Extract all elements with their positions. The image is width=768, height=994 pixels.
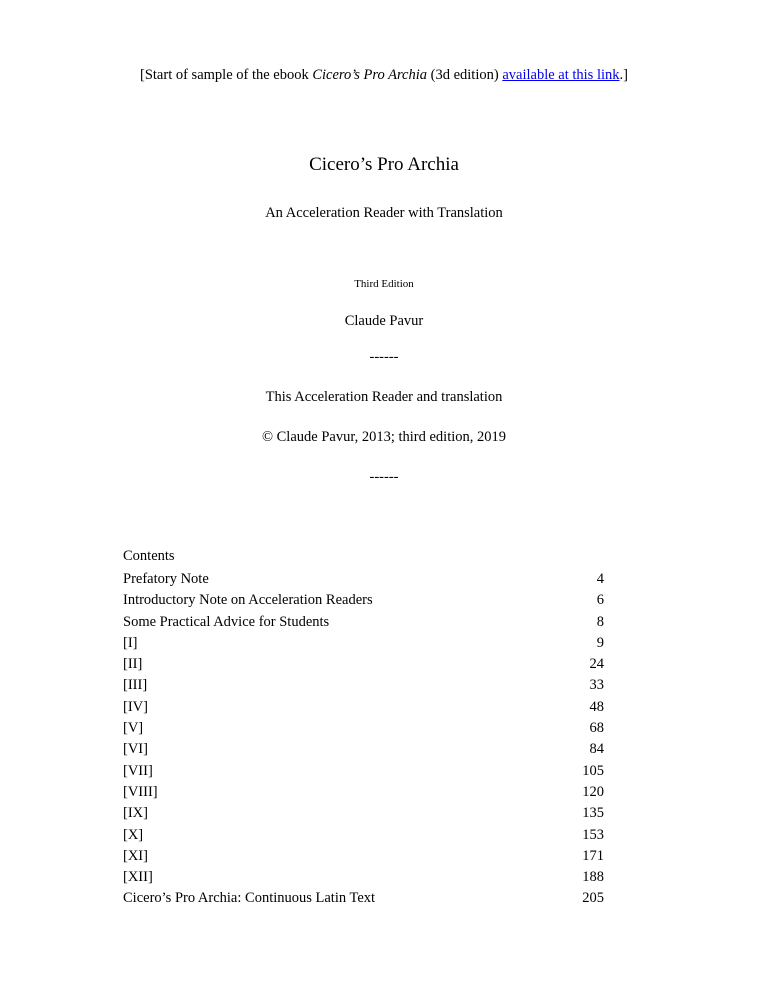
toc-page-number: 153 <box>582 826 604 843</box>
toc-page-number: 8 <box>596 613 604 630</box>
toc-entry <box>123 803 604 824</box>
contents-heading: Contents <box>123 548 175 564</box>
toc-page-number: 4 <box>596 571 604 587</box>
toc-entry <box>123 675 604 696</box>
toc-page-number: 48 <box>589 698 604 715</box>
toc-page-number: 135 <box>582 805 604 822</box>
toc-entry-title: [XII] <box>123 869 153 886</box>
toc-entry-title: [XI] <box>123 847 148 864</box>
toc-entry-title: [X] <box>123 826 144 843</box>
toc-entry <box>123 888 604 909</box>
rights-line: This Acceleration Reader and translation <box>265 389 503 405</box>
toc-entry-title: [III] <box>123 677 148 694</box>
toc-entry <box>123 569 604 590</box>
toc-entry-title: [IV] <box>123 698 148 715</box>
author-name: Claude Pavur <box>344 313 424 329</box>
toc-entry-title: [VI] <box>123 741 148 758</box>
table-of-contents <box>123 569 604 910</box>
toc-entry <box>123 761 604 782</box>
toc-entry <box>123 612 604 633</box>
notice-middle: (3d edition) <box>427 67 503 83</box>
notice-suffix: .] <box>619 67 628 83</box>
toc-page-number: 205 <box>582 890 604 907</box>
book-subtitle: An Acceleration Reader with Translation <box>265 205 503 221</box>
toc-page-number: 171 <box>582 847 604 864</box>
toc-page-number: 120 <box>582 783 604 800</box>
toc-entry <box>123 633 604 654</box>
edition-label: Third Edition <box>354 278 414 290</box>
toc-entry-title: [II] <box>123 656 143 673</box>
book-title: Cicero’s Pro Archia <box>309 154 459 175</box>
toc-page-number: 188 <box>582 869 604 886</box>
ebook-link[interactable]: available at this link <box>502 67 620 83</box>
toc-page-number: 9 <box>596 634 604 651</box>
toc-entry-title: [V] <box>123 720 144 737</box>
toc-entry <box>123 846 604 867</box>
notice-prefix: [Start of sample of the ebook <box>140 67 313 83</box>
toc-entry <box>123 654 604 675</box>
toc-entry <box>123 739 604 760</box>
toc-entry-title: [VII] <box>123 762 153 779</box>
toc-entry-title: [I] <box>123 634 138 651</box>
toc-entry-title: [IX] <box>123 805 148 822</box>
toc-page-number: 105 <box>582 762 604 779</box>
toc-entry <box>123 782 604 803</box>
sample-notice <box>0 67 768 84</box>
toc-page-number: 6 <box>596 592 604 609</box>
copyright-notice: © Claude Pavur, 2013; third edition, 2019 <box>261 429 507 445</box>
toc-page-number: 33 <box>589 677 604 694</box>
toc-entry <box>123 697 604 718</box>
toc-entry <box>123 590 604 611</box>
toc-entry-title: [VIII] <box>123 783 158 800</box>
toc-page-number: 84 <box>589 741 604 758</box>
separator: ------ <box>369 469 399 485</box>
toc-entry-title: Some Practical Advice for Students <box>123 613 330 630</box>
toc-entry-title: Prefatory Note <box>123 571 209 587</box>
toc-page-number: 24 <box>589 656 604 673</box>
separator: ------ <box>369 349 399 365</box>
toc-entry <box>123 867 604 888</box>
toc-page-number: 68 <box>589 720 604 737</box>
notice-book-title: Cicero’s Pro Archia <box>312 67 428 83</box>
toc-entry-title: Cicero’s Pro Archia: Continuous Latin Text <box>123 890 376 907</box>
toc-entry <box>123 718 604 739</box>
toc-entry-title: Introductory Note on Acceleration Readers <box>123 592 373 609</box>
toc-entry <box>123 825 604 846</box>
